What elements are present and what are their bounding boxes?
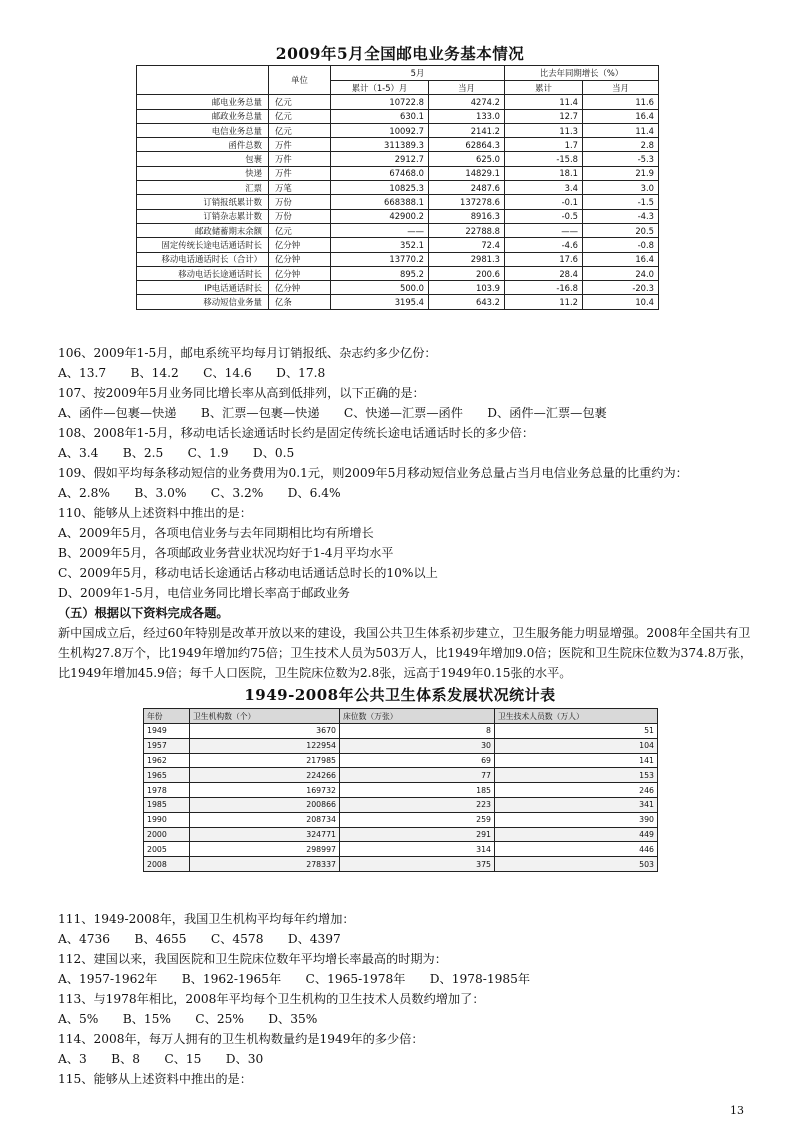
table1-cell-g_cum: 11.3 — [505, 123, 583, 137]
question-106-options: A、13.7 B、14.2 C、14.6 D、17.8 — [58, 366, 326, 380]
table1-header-unit: 单位 — [269, 66, 331, 95]
table-row — [144, 738, 658, 753]
question-108-options: A、3.4 B、2.5 C、1.9 D、0.5 — [58, 446, 295, 460]
table2-header-row — [144, 709, 658, 724]
table1-cell-cum: 895.2 — [331, 266, 429, 280]
table2-cell: 1957 — [144, 738, 190, 753]
table1-body — [137, 95, 659, 309]
table2-header-cell: 卫生机构数（个） — [190, 709, 340, 724]
table2-cell: 278337 — [190, 857, 340, 872]
table1-cell-g_month: -5.3 — [583, 152, 659, 166]
table2-cell: 1962 — [144, 753, 190, 768]
table1-cell-cum: 10722.8 — [331, 95, 429, 109]
table1-cell-g_month: 16.4 — [583, 109, 659, 123]
table2-cell: 375 — [340, 857, 495, 872]
table1-cell-unit: 亿元 — [269, 95, 331, 109]
table1-cell-month: 2487.6 — [429, 181, 505, 195]
table1-header-cum: 累计（1-5）月 — [331, 81, 429, 95]
table1-cell-month: 72.4 — [429, 238, 505, 252]
table1-cell-name: 移动电话通话时长（合计） — [137, 252, 269, 266]
question-112: 112、建国以来，我国医院和卫生院床位数年平均增长率最高的时期为： — [58, 952, 447, 966]
section5-paragraph: 新中国成立后，经过60年特别是改革开放以来的建设，我国公共卫生体系初步建立，卫生服务能力明显增强。2008年全国共有卫生机构27.8万个，比1949年增加约75倍；卫生技术人员为503万人，比1949年增加9.0倍；医院和卫生院床位数为374.8万张，比1949年增加45.9倍；每千人口医院，卫生院床位数为2.8张，远高于1949年0.15张的水平。 — [58, 626, 753, 680]
table2-title: 1949-2008年公共卫生体系发展状况统计表 — [244, 686, 556, 704]
table1-header-month: 当月 — [429, 81, 505, 95]
table-row — [137, 166, 659, 180]
question-113-options: A、5% B、15% C、25% D、35% — [58, 1012, 318, 1026]
table2-cell: 223 — [340, 797, 495, 812]
table1-cell-g_cum: 11.2 — [505, 295, 583, 309]
table1-cell-unit: 亿元 — [269, 223, 331, 237]
table1-cell-month: 2141.2 — [429, 123, 505, 137]
table2-cell: 2008 — [144, 857, 190, 872]
table2-cell: 446 — [495, 842, 658, 857]
table1-cell-g_month: 2.8 — [583, 138, 659, 152]
table1-cell-name: 函件总数 — [137, 138, 269, 152]
questions-111-115 — [58, 909, 760, 1089]
table2-cell: 122954 — [190, 738, 340, 753]
question-107: 107、按2009年5月业务同比增长率从高到低排列，以下正确的是： — [58, 386, 425, 400]
table1-cell-g_cum: -16.8 — [505, 281, 583, 295]
table-row — [144, 797, 658, 812]
table1-cell-unit: 万份 — [269, 209, 331, 223]
table2-cell: 259 — [340, 812, 495, 827]
table1-cell-g_cum: -0.5 — [505, 209, 583, 223]
table1-cell-month: 4274.2 — [429, 95, 505, 109]
table2-cell: 208734 — [190, 812, 340, 827]
section5-heading: （五）根据以下资料完成各题。 — [58, 606, 229, 620]
table-row — [137, 195, 659, 209]
table-row — [144, 812, 658, 827]
table2-cell: 246 — [495, 783, 658, 798]
table2-cell: 169732 — [190, 783, 340, 798]
table1-cell-month: 103.9 — [429, 281, 505, 295]
table-row — [144, 827, 658, 842]
question-block-b — [58, 909, 760, 1069]
table2-header-cell: 卫生技术人员数（万人） — [495, 709, 658, 724]
table1-cell-g_cum: 18.1 — [505, 166, 583, 180]
table1-cell-g_cum: 28.4 — [505, 266, 583, 280]
question-113: 113、与1978年相比，2008年平均每个卫生机构的卫生技术人员数约增加了： — [58, 992, 485, 1006]
table1-cell-cum: 630.1 — [331, 109, 429, 123]
question-109: 109、假如平均每条移动短信的业务费用为0.1元，则2009年5月移动短信业务总量占当月电信业务总量的比重约为： — [58, 466, 688, 480]
table-row — [137, 109, 659, 123]
table-row — [137, 252, 659, 266]
table1-cell-unit: 万份 — [269, 195, 331, 209]
table-row — [137, 138, 659, 152]
table-row — [137, 266, 659, 280]
table2-cell: 153 — [495, 768, 658, 783]
table1-cell-month: 137278.6 — [429, 195, 505, 209]
table2-cell: 1978 — [144, 783, 190, 798]
table-row — [137, 95, 659, 109]
table2-cell: 217985 — [190, 753, 340, 768]
table1-cell-cum: 10092.7 — [331, 123, 429, 137]
table1-header-growth-cum: 累计 — [505, 81, 583, 95]
question-106: 106、2009年1-5月，邮电系统平均每月订销报纸、杂志约多少亿份： — [58, 346, 437, 360]
table1-cell-cum: 500.0 — [331, 281, 429, 295]
table1-cell-name: 快递 — [137, 166, 269, 180]
table1-cell-name: 邮政储蓄期末余额 — [137, 223, 269, 237]
table2-cell: 449 — [495, 827, 658, 842]
table1-cell-unit: 亿分钟 — [269, 281, 331, 295]
table-row — [144, 753, 658, 768]
table1-cell-g_cum: -4.6 — [505, 238, 583, 252]
table1-cell-unit: 亿元 — [269, 109, 331, 123]
table1-header-may: 5月 — [331, 66, 505, 81]
table1-cell-g_cum: 17.6 — [505, 252, 583, 266]
table-row — [137, 281, 659, 295]
table2-cell: 141 — [495, 753, 658, 768]
question-111: 111、1949-2008年，我国卫生机构平均每年约增加： — [58, 912, 355, 926]
table1-cell-name: IP电话通话时长 — [137, 281, 269, 295]
table2-cell: 185 — [340, 783, 495, 798]
table1-cell-g_cum: -15.8 — [505, 152, 583, 166]
table1-cell-month: 22788.8 — [429, 223, 505, 237]
table2-cell: 1990 — [144, 812, 190, 827]
table1-cell-g_cum: -0.1 — [505, 195, 583, 209]
table1-cell-g_month: -4.3 — [583, 209, 659, 223]
table2-cell: 314 — [340, 842, 495, 857]
table1-cell-unit: 万件 — [269, 152, 331, 166]
page-number: 13 — [730, 1104, 744, 1117]
table-row — [137, 295, 659, 309]
question-110-option: A、2009年5月，各项电信业务与去年同期相比均有所增长 — [58, 526, 374, 540]
question-110-option: C、2009年5月，移动电话长途通话占移动电话通话总时长的10%以上 — [58, 566, 438, 580]
table1-cell-g_month: -1.5 — [583, 195, 659, 209]
table1-cell-g_month: -20.3 — [583, 281, 659, 295]
table1-cell-name: 邮政业务总量 — [137, 109, 269, 123]
question-110: 110、能够从上述资料中推出的是： — [58, 506, 252, 520]
table2-cell: 341 — [495, 797, 658, 812]
table1-cell-cum: 3195.4 — [331, 295, 429, 309]
table-row — [144, 724, 658, 739]
table1-cell-unit: 亿条 — [269, 295, 331, 309]
table1-cell-g_month: 3.0 — [583, 181, 659, 195]
table1-cell-month: 2981.3 — [429, 252, 505, 266]
table1-cell-month: 8916.3 — [429, 209, 505, 223]
table2-cell: 3670 — [190, 724, 340, 739]
table2-cell: 1949 — [144, 724, 190, 739]
table1-cell-unit: 万件 — [269, 138, 331, 152]
table1-cell-g_month: 20.5 — [583, 223, 659, 237]
table1-cell-g_cum: 3.4 — [505, 181, 583, 195]
table1-cell-g_month: 10.4 — [583, 295, 659, 309]
table2-cell: 298997 — [190, 842, 340, 857]
table1-cell-unit: 亿分钟 — [269, 238, 331, 252]
table1-cell-unit: 亿分钟 — [269, 266, 331, 280]
table1-cell-cum: 10825.3 — [331, 181, 429, 195]
table1-cell-cum: 67468.0 — [331, 166, 429, 180]
table1-header-growth-month: 当月 — [583, 81, 659, 95]
table1-cell-g_month: 21.9 — [583, 166, 659, 180]
table-row — [144, 768, 658, 783]
table2-cell: 1965 — [144, 768, 190, 783]
table-row — [137, 209, 659, 223]
table-row — [137, 223, 659, 237]
table1-cell-month: 200.6 — [429, 266, 505, 280]
question-115: 115、能够从上述资料中推出的是： — [58, 1072, 252, 1086]
table1-cell-month: 62864.3 — [429, 138, 505, 152]
table1-cell-name: 移动电话长途通话时长 — [137, 266, 269, 280]
table-row — [144, 842, 658, 857]
table1-cell-name: 固定传统长途电话通话时长 — [137, 238, 269, 252]
table-row — [144, 857, 658, 872]
table1-cell-cum: 352.1 — [331, 238, 429, 252]
table-row — [137, 238, 659, 252]
health-system-table — [143, 708, 658, 872]
table1-cell-month: 133.0 — [429, 109, 505, 123]
question-114-options: A、3 B、8 C、15 D、30 — [58, 1052, 264, 1066]
table1-cell-cum: 668388.1 — [331, 195, 429, 209]
table2-cell: 8 — [340, 724, 495, 739]
table1-cell-cum: 42900.2 — [331, 209, 429, 223]
table1-cell-cum: 2912.7 — [331, 152, 429, 166]
table1-cell-g_cum: 12.7 — [505, 109, 583, 123]
table1-cell-cum: —— — [331, 223, 429, 237]
table1-cell-unit: 亿元 — [269, 123, 331, 137]
table1-cell-cum: 13770.2 — [331, 252, 429, 266]
table1-corner-cell — [137, 66, 269, 95]
table-row — [137, 152, 659, 166]
table2-cell: 104 — [495, 738, 658, 753]
table1-cell-unit: 万件 — [269, 166, 331, 180]
table2-header-cell: 年份 — [144, 709, 190, 724]
question-112-options: A、1957-1962年 B、1962-1965年 C、1965-1978年 D、1978-1985年 — [58, 972, 531, 986]
question-107-options: A、函件—包裹—快递 B、汇票—包裹—快递 C、快递—汇票—函件 D、函件—汇票—包裹 — [58, 406, 607, 420]
table1-cell-name: 邮电业务总量 — [137, 95, 269, 109]
question-block-a — [58, 343, 760, 503]
table1-cell-g_month: 11.4 — [583, 123, 659, 137]
table2-cell: 2005 — [144, 842, 190, 857]
table2-cell: 324771 — [190, 827, 340, 842]
table1-cell-g_month: 11.6 — [583, 95, 659, 109]
table1-cell-name: 电信业务总量 — [137, 123, 269, 137]
table2-cell: 224266 — [190, 768, 340, 783]
table2-cell: 1985 — [144, 797, 190, 812]
table1-cell-unit: 亿分钟 — [269, 252, 331, 266]
table2-cell: 2000 — [144, 827, 190, 842]
table1-cell-name: 移动短信业务量 — [137, 295, 269, 309]
table2-cell: 51 — [495, 724, 658, 739]
table2-cell: 77 — [340, 768, 495, 783]
table2-header-cell: 床位数（万张） — [340, 709, 495, 724]
table1-cell-month: 625.0 — [429, 152, 505, 166]
table1-cell-name: 订销杂志累计数 — [137, 209, 269, 223]
table1-cell-g_cum: 1.7 — [505, 138, 583, 152]
table2-cell: 69 — [340, 753, 495, 768]
table1-cell-name: 汇票 — [137, 181, 269, 195]
table1-cell-g_cum: —— — [505, 223, 583, 237]
table2-cell: 200866 — [190, 797, 340, 812]
table-row — [144, 783, 658, 798]
table1-header-growth: 比去年同期增长（%） — [505, 66, 659, 81]
table-row — [137, 123, 659, 137]
table1-cell-name: 包裹 — [137, 152, 269, 166]
questions-106-109 — [58, 343, 760, 683]
table1-cell-cum: 311389.3 — [331, 138, 429, 152]
question-110-options — [58, 523, 760, 603]
table2-cell: 503 — [495, 857, 658, 872]
table1-cell-g_month: 24.0 — [583, 266, 659, 280]
table2-body — [144, 724, 658, 872]
table1-cell-unit: 万笔 — [269, 181, 331, 195]
table1-cell-month: 14829.1 — [429, 166, 505, 180]
table1-cell-g_cum: 11.4 — [505, 95, 583, 109]
question-110-option: D、2009年1-5月，电信业务同比增长率高于邮政业务 — [58, 586, 350, 600]
table1-cell-name: 订销报纸累计数 — [137, 195, 269, 209]
table2-cell: 390 — [495, 812, 658, 827]
table1-cell-g_month: 16.4 — [583, 252, 659, 266]
table-row — [137, 181, 659, 195]
table1-title: 2009年5月全国邮电业务基本情况 — [275, 44, 525, 63]
question-114: 114、2008年，每万人拥有的卫生机构数量约是1949年的多少倍： — [58, 1032, 424, 1046]
question-111-options: A、4736 B、4655 C、4578 D、4397 — [58, 932, 341, 946]
table1-cell-g_month: -0.8 — [583, 238, 659, 252]
question-108: 108、2008年1-5月，移动电话长途通话时长约是固定传统长途电话通话时长的多少倍： — [58, 426, 535, 440]
question-110-option: B、2009年5月，各项邮政业务营业状况均好于1-4月平均水平 — [58, 546, 394, 560]
table2-cell: 291 — [340, 827, 495, 842]
question-109-options: A、2.8% B、3.0% C、3.2% D、6.4% — [58, 486, 341, 500]
table2-cell: 30 — [340, 738, 495, 753]
postal-telecom-table — [136, 65, 659, 310]
table1-cell-month: 643.2 — [429, 295, 505, 309]
